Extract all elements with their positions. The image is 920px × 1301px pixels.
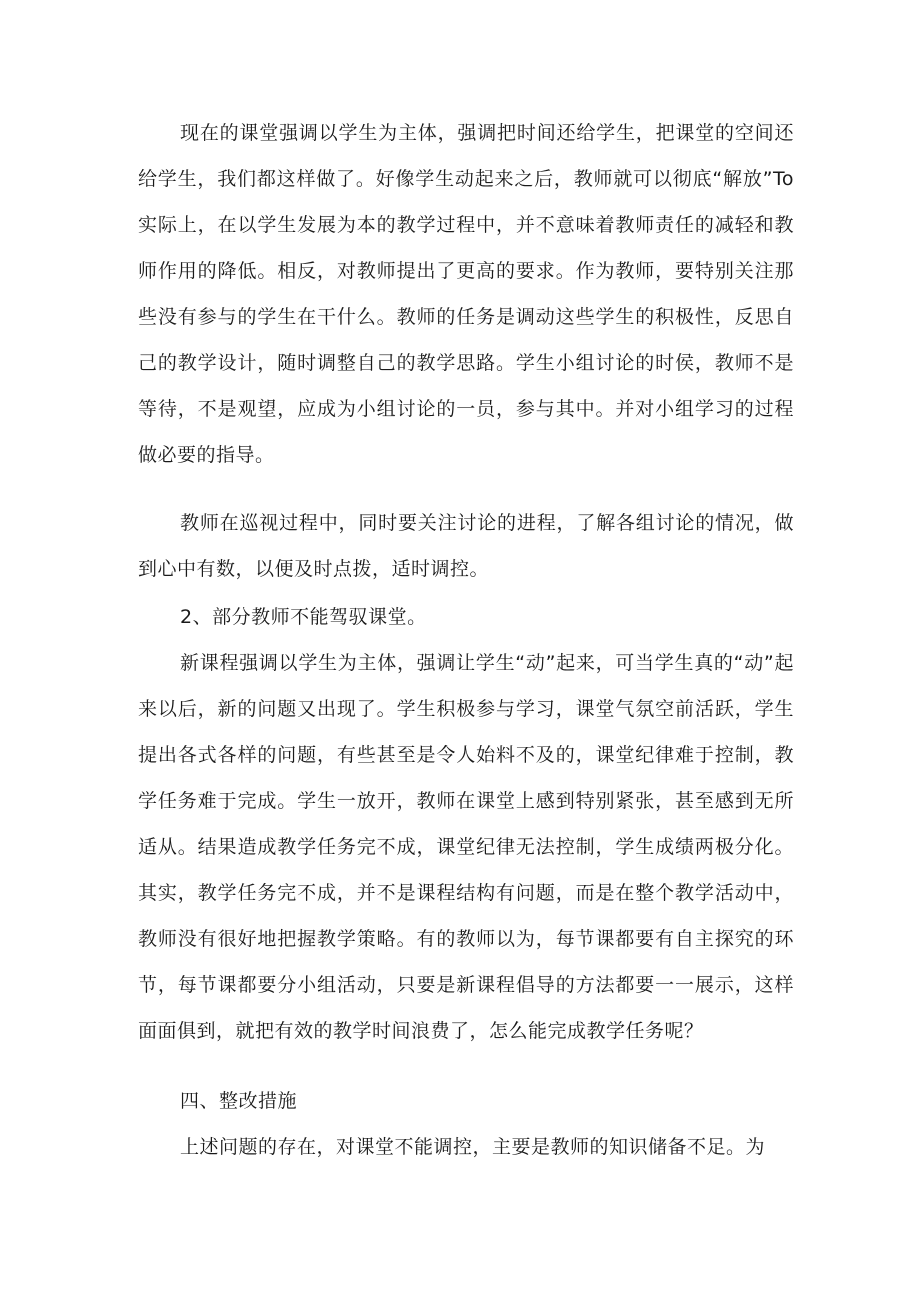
paragraph-3: 新课程强调以学生为主体，强调让学生“动”起来，可当学生真的“动”起来以后，新的问题又出现了。学生积极参与学习，课堂气氛空前活跃，学生提出各式各样的问题，有些甚至是令人始料不及的，课堂纪律难于控制，教学任务难于完成。学生一放开，教师在课堂上感到特别紧张，甚至感到无所适从。结果造成教学任务完不成，课堂纪律无法控制，学生成绩两极分化。其实，教学任务完不成，并不是课程结构有问题，而是在整个教学活动中，教师没有很好地把握教学策略。有的教师以为，每节课都要有自主探究的环节，每节课都要分小组活动，只要是新课程倡导的方法都要一一展示，这样面面俱到，就把有效的教学时间浪费了，怎么能完成教学任务呢？ <box>138 652 794 1042</box>
paragraph-4: 上述问题的存在，对课堂不能调控，主要是教师的知识储备不足。为 <box>180 1136 766 1158</box>
section-heading-4: 四、整改措施 <box>180 1090 298 1112</box>
paragraph-2: 教师在巡视过程中，同时要关注讨论的进程，了解各组讨论的情况，做到心中有数，以便及时点拨，适时调控。 <box>138 512 794 580</box>
paragraph-1: 现在的课堂强调以学生为主体，强调把时间还给学生，把课堂的空间还给学生，我们都这样做了。好像学生动起来之后，教师就可以彻底“解放”To实际上，在以学生发展为本的教学过程中，并不意味着教师责任的减轻和教师作用的降低。相反，对教师提出了更高的要求。作为教师，要特别关注那些没有参与的学生在干什么。教师的任务是调动这些学生的积极性，反思自己的教学设计，随时调整自己的教学思路。学生小组讨论的时侯，教师不是等待，不是观望，应成为小组讨论的一员，参与其中。并对小组学习的过程做必要的指导。 <box>138 122 794 466</box>
section-heading-2: 2、部分教师不能驾驭课堂。 <box>180 606 427 628</box>
